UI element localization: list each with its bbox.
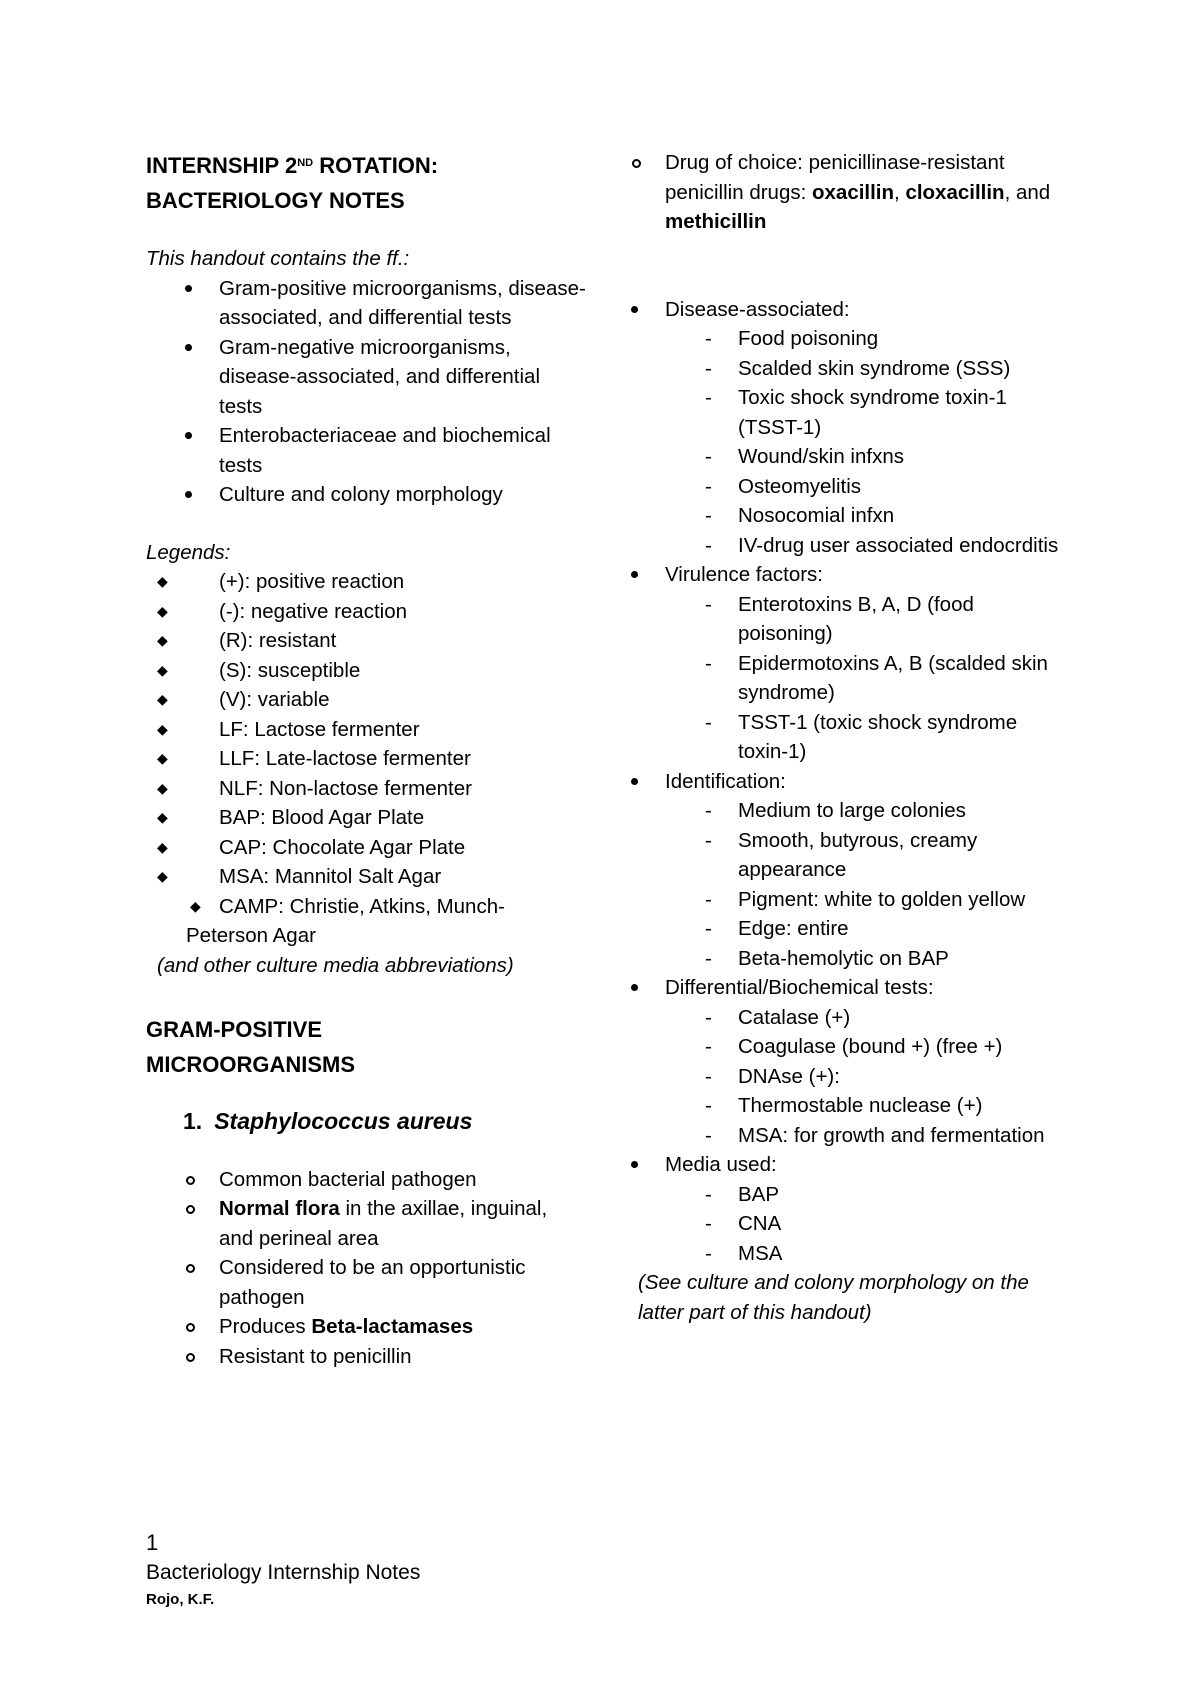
legend-item: ◆ BAP: Blood Agar Plate (146, 803, 586, 833)
list-item: - Epidermotoxins A, B (scalded skin syndrome) (665, 649, 1068, 708)
list-item: - Nosocomial infxn (665, 501, 1068, 531)
list-item: - Scalded skin syndrome (SSS) (665, 354, 1068, 384)
legends-list (146, 567, 586, 951)
list-item: - CNA (665, 1209, 1068, 1239)
page-footer (146, 1528, 420, 1612)
identification-list (665, 796, 1068, 973)
item-text: Drug of choice: penicillinase-resistant penicillin drugs: (665, 151, 1005, 204)
list-item: - Medium to large colonies (665, 796, 1068, 826)
title-line1-end: ROTATION: (313, 153, 439, 178)
list-item (592, 148, 1068, 237)
tests-label: Differential/Biochemical tests: (665, 976, 934, 999)
item-text: in the axillae, inguinal, and perineal area (219, 1197, 548, 1250)
list-item: - Wound/skin infxns (665, 442, 1068, 472)
legend-item: ◆ LF: Lactose fermenter (146, 715, 586, 745)
bold-text: Normal flora (219, 1197, 340, 1220)
list-item: - Osteomyelitis (665, 472, 1068, 502)
details-list (592, 295, 1068, 1269)
list-item (592, 973, 1068, 1150)
list-item: Gram-negative microorganisms, disease-associated, and differential tests (146, 333, 586, 422)
see-note: (See culture and colony morphology on the latter part of this handout) (638, 1271, 1029, 1324)
list-item: - IV-drug user associated endocrditis (665, 531, 1068, 561)
list-item: - Edge: entire (665, 914, 1068, 944)
legend-item: ◆ MSA: Mannitol Salt Agar (146, 862, 586, 892)
legend-item: ◆ CAMP: Christie, Atkins, Munch-Peterson Agar (146, 892, 586, 951)
list-item: - Smooth, butyrous, creamy appearance (665, 826, 1068, 885)
section-heading (146, 1012, 586, 1082)
legend-item: ◆ (+): positive reaction (146, 567, 586, 597)
footer-title: Bacteriology Internship Notes (146, 1561, 421, 1584)
bold-text: cloxacillin (905, 180, 1005, 204)
legend-item: ◆ NLF: Non-lactose fermenter (146, 774, 586, 804)
right-column (638, 148, 1068, 1327)
legend-item: ◆ LLF: Late-lactose fermenter (146, 744, 586, 774)
virulence-list (665, 590, 1068, 767)
section-heading-line1: GRAM-POSITIVE (146, 1017, 323, 1042)
item-text: Produces (219, 1315, 312, 1338)
list-item: - Toxic shock syndrome toxin-1 (TSST-1) (665, 383, 1068, 442)
tests-list (665, 1003, 1068, 1151)
list-item: Culture and colony morphology (146, 480, 586, 510)
list-item: Enterobacteriaceae and biochemical tests (146, 421, 586, 480)
organism-number: 1. (183, 1108, 203, 1134)
list-item (592, 767, 1068, 974)
bold-text: methicillin (665, 210, 767, 233)
list-item: Gram-positive microorganisms, disease-associated, and differential tests (146, 274, 586, 333)
list-item (592, 560, 1068, 767)
bold-text: Beta-lactamases (311, 1315, 474, 1338)
list-item: - MSA: for growth and fermentation (665, 1121, 1068, 1151)
list-item: - Coagulase (bound +) (free +) (665, 1032, 1068, 1062)
title-superscript: ND (297, 157, 314, 169)
title-line1: INTERNSHIP 2 (146, 153, 298, 178)
intro-text: This handout contains the ff.: (146, 247, 410, 270)
legend-item: ◆ (S): susceptible (146, 656, 586, 686)
legend-item: ◆ (-): negative reaction (146, 597, 586, 627)
drug-list (592, 148, 1068, 237)
list-item: - Thermostable nuclease (+) (665, 1091, 1068, 1121)
footer-author: Rojo, K.F. (146, 1591, 215, 1608)
list-item: - BAP (665, 1180, 1068, 1210)
disease-label: Disease-associated: (665, 297, 850, 321)
bold-text: oxacillin (812, 180, 895, 204)
organism-name: Staphylococcus aureus (214, 1108, 473, 1134)
organism-heading (146, 1107, 586, 1137)
section-heading-line2: MICROORGANISMS (146, 1052, 355, 1077)
list-item: Considered to be an opportunistic pathogen (146, 1253, 586, 1312)
list-item (592, 295, 1068, 561)
left-column (146, 148, 586, 1371)
page-number: 1 (146, 1530, 159, 1555)
list-item: - Enterotoxins B, A, D (food poisoning) (665, 590, 1068, 649)
contents-list (146, 274, 586, 510)
document-title (146, 148, 586, 218)
list-item: - Catalase (+) (665, 1003, 1068, 1033)
list-item: Resistant to penicillin (146, 1342, 586, 1372)
list-item: - Food poisoning (665, 324, 1068, 354)
legend-item: ◆ (R): resistant (146, 626, 586, 656)
media-label: Media used: (665, 1153, 777, 1176)
item-text: , (894, 180, 906, 204)
list-item: - MSA (665, 1239, 1068, 1269)
item-text: , and (1004, 180, 1051, 204)
legends-note: (and other culture media abbreviations) (157, 953, 514, 977)
virulence-label: Virulence factors: (665, 563, 824, 586)
title-line2: BACTERIOLOGY NOTES (146, 188, 405, 213)
media-list (665, 1180, 1068, 1269)
list-item: Common bacterial pathogen (146, 1165, 586, 1195)
list-item: - DNAse (+): (665, 1062, 1068, 1092)
organism-points-list (146, 1165, 586, 1372)
list-item: - Pigment: white to golden yellow (665, 885, 1068, 915)
list-item: - Beta-hemolytic on BAP (665, 944, 1068, 974)
list-item (146, 1194, 586, 1253)
list-item: - TSST-1 (toxic shock syndrome toxin-1) (665, 708, 1068, 767)
identification-label: Identification: (665, 769, 786, 793)
legend-item: ◆ (V): variable (146, 685, 586, 715)
list-item (592, 1150, 1068, 1268)
legend-item: ◆ CAP: Chocolate Agar Plate (146, 833, 586, 863)
legends-label: Legends: (146, 540, 231, 564)
disease-list (665, 324, 1068, 560)
list-item (146, 1312, 586, 1342)
